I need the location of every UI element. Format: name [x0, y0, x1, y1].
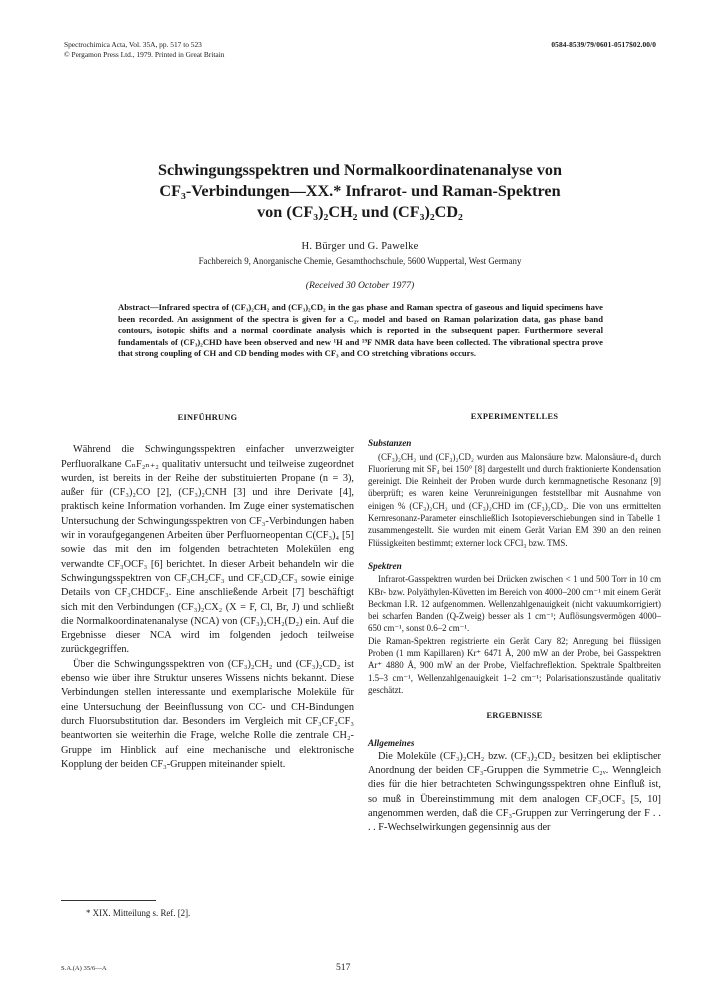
spectra-text: Infrarot-Gasspektren wurden bei Drücken zwischen < 1 und 500 Torr in 10 cm KBr- bzw. Polyäthylen-Küvetten im Bereich von 4000–200 cm⁻¹ mit einem Gerät Beckman I.R. 12 aufgenommen. Wellenzahlgenauigkeit (nicht vakuumkorrigiert) bei scharfen Banden (Q-Zweig) besser als 1 cm⁻¹; Auflösungsvermögen 4000–650 cm⁻¹, sonst 0.6–2 cm⁻¹. Die Raman-Spektren registrierte ein Gerät Cary 82; Anregung bei flüssigen Proben (1 mm Kapillaren) Kr⁺ 6471 Å, 200 mW an der Probe, bei Gasspektren Ar⁺ 4880 Å, 900 mW an der Probe, Vielfachreflektion. Spektrale Spaltbreiten 1.5–3 cm⁻¹, Wellenzahlgenauigkeit 1–2 cm⁻¹; Polarisationszustände qualitativ geschätzt.	[368, 574, 661, 695]
general-text: Die Moleküle (CF₃)₂CH₂ bzw. (CF₃)₂CD₂ besitzen bei ekliptischer Anordnung der beiden CF₃-Gruppen die Symmetrie C₂ᵥ. Wenngleich dies für die hier betrachteten Schwingungsspektren ohne Einfluß ist, so muß in Übereinstimmung mit dem analogen CF₃OCF₃ [5, 10] angenommen werden, daß die CF₃-Gruppen zur Verringerung der F . . . . F-Wechselwirkungen gegensinnig aus der	[368, 750, 661, 834]
article-code: 0584-8539/79/0601-0517$02.00/0	[551, 40, 656, 49]
received-date: (Received 30 October 1977)	[305, 280, 415, 291]
journal-line: Spectrochimica Acta, Vol. 35A, pp. 517 to 523	[64, 40, 202, 49]
substances-text: (CF₃)₂CH₂ und (CF₃)₂CD₂ wurden aus Malonsäure bzw. Malonsäure-d₄ durch Fluorierung mit SF₄ bei 150° [8] dargestellt und durch fraktionierte Kondensation gereinigt. Die Reinheit der Proben wurde durch kernmagnetische Resonanz [9] überprüft; es waren keine Verunreinigungen feststellbar mit Ausnahme von einigen % (CF₃)₂CH₂ und (CF₃)₂CHD im (CF₃)₂CD₂. Die von uns ermittelten Kernresonanz-Parameter einschließlich Isotopieverschiebungen sind in Tabelle 1 zusammengestellt. Sie wurden mit einem Gerät Varian EM 390 an den reinen Flüssigkeiten bestimmt; externer lock CFCl₃ bzw. TMS.	[368, 451, 661, 548]
footer-code: S.A.(A) 35/6—A	[61, 965, 107, 972]
abstract	[118, 302, 603, 360]
title-line-3: von (CF₃)₂CH₂ und (CF₃)₂CD₂	[257, 203, 463, 221]
subheading-spectra: Spektren	[368, 560, 402, 571]
left-column	[61, 411, 354, 772]
subheading-substances: Substanzen	[368, 438, 412, 449]
footnote-rule	[61, 900, 156, 901]
subheading-general: Allgemeines	[368, 737, 415, 748]
section-heading-introduction: EINFÜHRUNG	[177, 413, 238, 422]
abstract-text: —Infrared spectra of (CF₃)₂CH₂ and (CF₃)₂CD₂ in the gas phase and Raman spectra of gaseous and liquid specimens have been recorded. An assignment of the spectra is given for a C₂ᵥ model and based on Raman polarization data, gas phase band contours, isotopic shifts and a normal coordinate analysis which is reported in the subsequent paper. Furthermore several fundamentals of (CF₃)₂CHD have been observed and new ¹H and ¹⁹F NMR data have been collected. The vibrational spectra prove that strong coupling of CH and CD bending modes with CF₃ and CO stretching vibrations occurs.	[118, 302, 603, 359]
section-heading-experimental: EXPERIMENTELLES	[470, 412, 559, 421]
journal-header	[64, 40, 224, 60]
title-line-2: CF₃-Verbindungen—XX.* Infrarot- und Raman-Spektren	[159, 182, 561, 200]
title-line-1: Schwingungsspektren und Normalkoordinatenanalyse von	[157, 161, 563, 179]
affiliation: Fachbereich 9, Anorganische Chemie, Gesamthochschule, 5600 Wuppertal, West Germany	[198, 256, 522, 266]
abstract-label: Abstract	[118, 302, 150, 312]
right-column	[368, 411, 661, 847]
intro-paragraph-2: Über die Schwingungsspektren von (CF₃)₂CH₂ und (CF₃)₂CD₂ ist ebenso wie über ihre Struktur unseres Wissens nichts bekannt. Diese Verbindungen stellen interessante und exemplarische Moleküle für eine Untersuchung der Beeinflussung von CC- und CH-Bindungen durch Fluorsubstitution dar. Besonders im Vergleich mit CF₃CF₂CF₃ beantworten sie weiterhin die Frage, welche Rolle die zentrale CH₂-Gruppe im Hinblick auf eine mechanische und elektronische Kopplung der beiden CF₃-Gruppen miteinander spielt.	[61, 658, 354, 770]
publisher-line: © Pergamon Press Ltd., 1979. Printed in Great Britain	[64, 50, 225, 59]
page-number: 517	[336, 962, 351, 973]
paper-title	[60, 160, 660, 223]
intro-paragraph-1: Während die Schwingungsspektren einfacher unverzweigter Perfluoralkane CₙF₂ₙ₊₂ qualitativ untersucht und teilweise zugeordnet wurden, ist bereits in der Reihe der substituierten Propane (n = 3), außer für (CF₃)₂CO [2], (CF₃)₂CNH [3] und ihre Derivate [4], praktisch keine Information vorhanden. Im Zuge einer systematischen Untersuchung der Schwingungsspektren von CF₃-Verbindungen haben wir in voraufgegangenen Arbeiten über Perfluorneopentan C(CF₃)₄ [5] sowie das mit den im folgenden betrachteten Molekülen eng verwandte CF₃OCF₃ [6] berichtet. In dieser Arbeit behandeln wir die Schwingungsspektren von CF₃CH₂CF₃ und CF₃CD₂CF₃ sowie einige Details von CF₃CHDCF₃. Eine anschließende Arbeit [7] beschäftigt sich mit den Verbindungen (CF₃)₂CX₂ (X = F, Cl, Br, J) und schließt die Normalkoordinatenanalyse (NCA) von (CF₃)₂CH₂(D₂) ein. Auf die Ergebnisse dieser NCA wird im folgenden jedoch teilweise zurückgegriffen.	[61, 444, 354, 656]
authors: H. Bürger und G. Pawelke	[301, 241, 419, 252]
footnote: * XIX. Mitteilung s. Ref. [2].	[86, 908, 191, 918]
section-heading-results: ERGEBNISSE	[486, 711, 543, 721]
